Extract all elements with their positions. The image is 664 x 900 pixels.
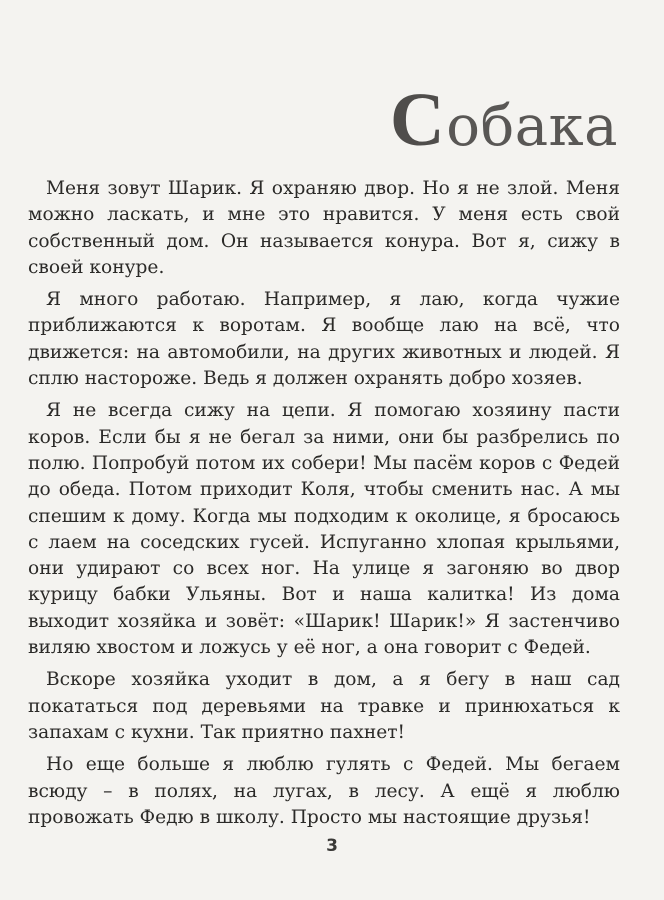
page-title (389, 78, 618, 162)
paragraph-2: Я много работаю. Например, я лаю, когда чужие приближаются к воротам. Я вообще лаю на всё, что движется: на автомобили, на других животных и людей. Я сплю настороже. Ведь я должен охранять добро хозяев. (28, 289, 620, 390)
story-text (28, 176, 620, 837)
title-rest: обака (446, 94, 618, 159)
paragraph-1: Меня зовут Шарик. Я охраняю двор. Но я не злой. Меня можно ласкать, и мне это нравится. У меня есть свой собственный дом. Он называется конура. Вот я, сижу в своей конуре. (28, 178, 620, 278)
paragraph-4: Вскоре хозяйка уходит в дом, а я бегу в наш сад покататься под деревьями на травке и принюхаться к запахам с кухни. Так приятно пахнет! (28, 669, 620, 743)
paragraph-5: Но еще больше я люблю гулять с Федей. Мы бегаем всюду – в полях, на лугах, в лесу. А ещё я люблю провожать Федю в школу. Просто мы настоящие друзья! (28, 754, 620, 828)
paragraph-3: Я не всегда сижу на цепи. Я помогаю хозяину пасти коров. Если бы я не бегал за ними, они бы разбрелись по полю. Попробуй потом их собери! Мы пасём коров с Федей до обеда. Потом приходит Коля, чтобы сменить нас. А мы спешим к дому. Когда мы подходим к околице, я бросаюсь с лаем на соседских гусей. Испуганно хлопая крыльями, они удирают со всех ног. На улице я загоняю во двор курицу бабки Ульяны. Вот и наша калитка! Из дома выходит хозяйка и зовёт: «Шарик! Шарик!» Я застенчиво виляю хвостом и ложусь у её ног, а она говорит с Федей. (28, 400, 620, 659)
title-drop-cap: С (389, 78, 446, 162)
page-number: 3 (326, 836, 338, 856)
